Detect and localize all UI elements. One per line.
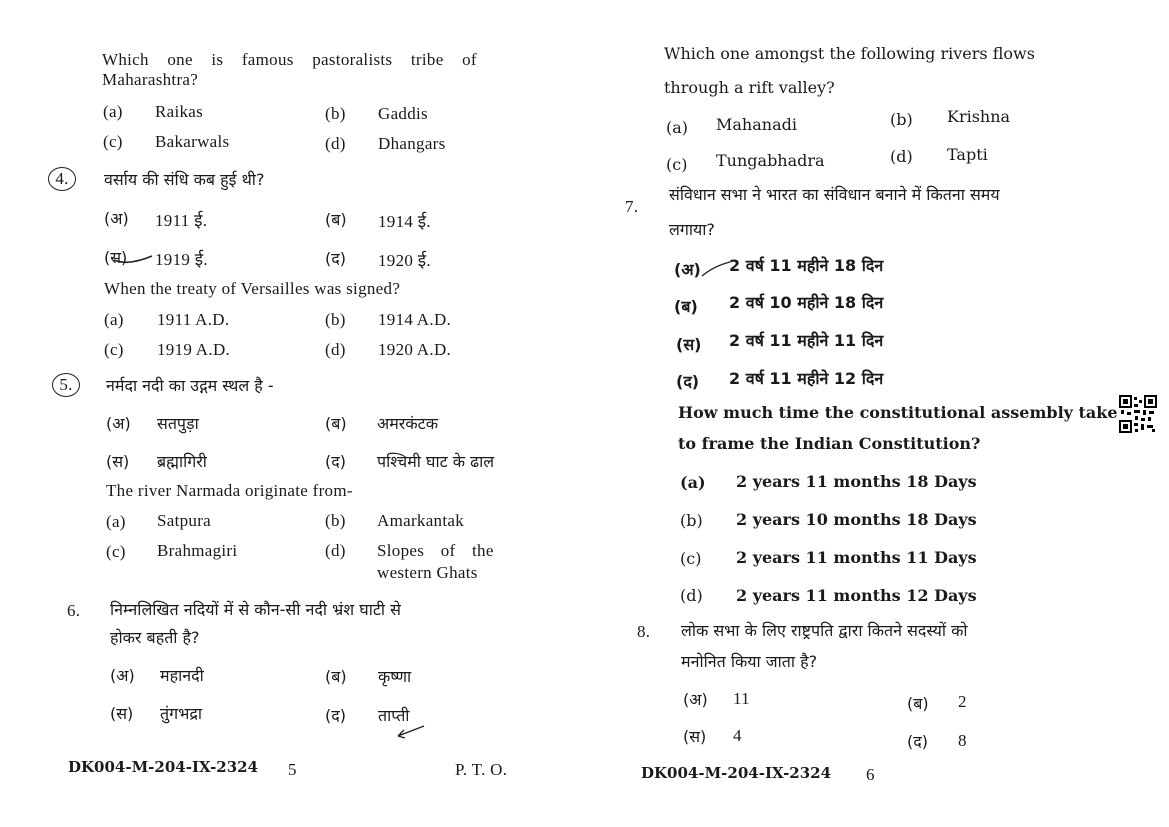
q4-hindi-question: वर्साय की संधि कब हुई थी? — [104, 170, 265, 189]
q5-english-question: The river Narmada originate from- — [106, 481, 353, 500]
q3-opt-a-marker: (a) — [103, 102, 123, 121]
q5-hindi-question: नर्मदा नदी का उद्गम स्थल है - — [106, 376, 274, 395]
q5-hi-opt-d: पश्चिमी घाट के ढाल — [377, 452, 495, 471]
q3-opt-b-marker: (b) — [325, 104, 346, 123]
q5-hi-opt-d-marker: (द) — [325, 452, 346, 471]
q6-hi-opt-d-marker: (द) — [325, 706, 346, 725]
q5-hi-opt-c: ब्रह्मागिरी — [157, 452, 207, 471]
q4-hi-opt-d-marker: (द) — [325, 249, 346, 268]
q7-en-opt-d-marker: (d) — [680, 586, 703, 605]
q6-en-opt-c: Tungabhadra — [716, 151, 825, 170]
q7-en-opt-c-marker: (c) — [680, 549, 702, 568]
q6-en-line1: Which one amongst the following rivers flows — [664, 44, 1035, 63]
q5-hi-opt-a: सतपुड़ा — [157, 414, 199, 433]
q6-hi-opt-c: तुंगभद्रा — [160, 704, 203, 723]
q4-hi-opt-c-marker: (स) — [104, 248, 128, 267]
q5-hi-opt-b-marker: (ब) — [325, 414, 347, 433]
pen-arrow-icon — [392, 722, 428, 742]
q8-opt-a: 11 — [733, 689, 750, 708]
q5-hi-opt-c-marker: (स) — [106, 452, 130, 471]
q4-en-opt-b: 1914 A.D. — [378, 310, 452, 329]
q6-en-opt-a: Mahanadi — [716, 115, 797, 134]
q5-en-opt-b-marker: (b) — [325, 511, 346, 530]
right-footer-code: DK004-M-204-IX-2324 — [641, 764, 832, 782]
q6-en-opt-c-marker: (c) — [666, 155, 688, 174]
q7-hi-opt-d: 2 वर्ष 11 महीने 12 दिन — [729, 369, 884, 388]
q3-opt-b: Gaddis — [378, 104, 428, 123]
q4-english-question: When the treaty of Versailles was signed? — [104, 279, 401, 298]
q7-hindi-question-line2: लगाया? — [669, 220, 715, 239]
q7-hi-opt-a-marker: (अ) — [674, 260, 701, 279]
q5-en-opt-c: Brahmagiri — [157, 541, 238, 560]
q5-hi-opt-a-marker: (अ) — [106, 414, 131, 433]
tick-mark-icon — [700, 258, 734, 280]
q4-hi-opt-b: 1914 ई. — [378, 212, 431, 231]
q7-en-opt-a-marker: (a) — [680, 473, 706, 492]
left-footer-pto: P. T. O. — [455, 760, 508, 779]
q4-number: 4. — [48, 167, 76, 191]
q7-hi-opt-c-marker: (स) — [676, 335, 702, 354]
q7-hi-opt-c: 2 वर्ष 11 महीने 11 दिन — [729, 331, 884, 350]
q3-opt-c: Bakarwals — [155, 132, 230, 151]
q7-en-opt-b-marker: (b) — [680, 511, 703, 530]
q7-number: 7. — [625, 197, 639, 216]
q7-hi-opt-b: 2 वर्ष 10 महीने 18 दिन — [729, 293, 884, 312]
q6-en-line2: through a rift valley? — [664, 78, 835, 97]
q8-opt-b-marker: (ब) — [907, 694, 929, 713]
q6-hi-opt-c-marker: (स) — [110, 704, 134, 723]
q5-en-opt-d-line2: western Ghats — [377, 563, 478, 582]
q7-en-line2: to frame the Indian Constitution? — [678, 434, 981, 453]
q6-hindi-question-line1: निम्नलिखित नदियों में से कौन-सी नदी भ्रंश घाटी से — [110, 600, 401, 619]
tick-mark-icon — [112, 252, 157, 268]
q6-en-opt-b: Krishna — [947, 107, 1011, 126]
q8-opt-b: 2 — [958, 692, 967, 711]
left-footer-page: 5 — [288, 760, 297, 779]
q6-en-opt-d-marker: (d) — [890, 147, 913, 166]
q5-en-opt-b: Amarkantak — [377, 511, 465, 530]
q6-en-opt-d: Tapti — [947, 145, 988, 164]
q8-opt-c: 4 — [733, 726, 742, 745]
q4-hi-opt-a: 1911 ई. — [155, 211, 208, 230]
q5-en-opt-d: Slopes of the — [377, 541, 494, 560]
q7-hi-opt-b-marker: (ब) — [674, 297, 698, 316]
qr-code-icon — [1119, 395, 1157, 433]
q7-hi-opt-d-marker: (द) — [676, 372, 700, 391]
q5-en-opt-c-marker: (c) — [106, 542, 126, 561]
q4-en-opt-a-marker: (a) — [104, 310, 124, 329]
q7-en-opt-a: 2 years 11 months 18 Days — [736, 472, 977, 491]
q3-opt-a: Raikas — [155, 102, 204, 121]
q4-en-opt-d: 1920 A.D. — [378, 340, 452, 359]
q3-opt-d-marker: (d) — [325, 134, 346, 153]
q6-hi-opt-a: महानदी — [160, 666, 204, 685]
q4-hi-opt-d: 1920 ई. — [378, 251, 431, 270]
q7-en-opt-d: 2 years 11 months 12 Days — [736, 586, 977, 605]
q6-hi-opt-b-marker: (ब) — [325, 667, 347, 686]
q5-number: 5. — [52, 373, 80, 397]
right-footer-page: 6 — [866, 765, 875, 784]
q6-en-opt-a-marker: (a) — [666, 118, 689, 137]
q3-opt-c-marker: (c) — [103, 132, 123, 151]
q4-hi-opt-a-marker: (अ) — [104, 209, 129, 228]
q5-en-opt-a: Satpura — [157, 511, 212, 530]
q4-en-opt-a: 1911 A.D. — [157, 310, 230, 329]
q5-en-opt-d-marker: (d) — [325, 541, 346, 560]
q4-en-opt-c: 1919 A.D. — [157, 340, 231, 359]
q8-opt-c-marker: (स) — [683, 727, 707, 746]
q4-hi-opt-b-marker: (ब) — [325, 210, 347, 229]
q8-number: 8. — [637, 622, 651, 641]
q6-hi-opt-d: ताप्ती — [378, 706, 410, 725]
q7-hindi-question-line1: संविधान सभा ने भारत का संविधान बनाने में कितना समय — [669, 185, 1000, 204]
left-footer-code: DK004-M-204-IX-2324 — [68, 758, 259, 776]
q8-opt-d-marker: (द) — [907, 732, 928, 751]
q8-hindi-question-line2: मनोनित किया जाता है? — [681, 652, 818, 671]
q4-en-opt-d-marker: (d) — [325, 340, 346, 359]
q7-en-opt-c: 2 years 11 months 11 Days — [736, 548, 977, 567]
q5-en-opt-a-marker: (a) — [106, 512, 126, 531]
q8-opt-a-marker: (अ) — [683, 690, 708, 709]
q6-en-opt-b-marker: (b) — [890, 110, 913, 129]
q3-en-line1: Which one is famous pastoralists tribe of — [102, 50, 477, 69]
q6-number: 6. — [67, 601, 81, 620]
q3-opt-d: Dhangars — [378, 134, 446, 153]
q4-en-opt-b-marker: (b) — [325, 310, 346, 329]
q7-hi-opt-a: 2 वर्ष 11 महीने 18 दिन — [729, 256, 884, 275]
q8-opt-d: 8 — [958, 731, 967, 750]
q6-hi-opt-a-marker: (अ) — [110, 666, 135, 685]
q3-en-line2: Maharashtra? — [102, 70, 199, 89]
q7-en-line1: How much time the constitutional assembly take — [678, 403, 1118, 422]
q7-en-opt-b: 2 years 10 months 18 Days — [736, 510, 977, 529]
q6-hindi-question-line2: होकर बहती है? — [110, 628, 200, 647]
q5-hi-opt-b: अमरकंटक — [377, 414, 438, 433]
q4-hi-opt-c: 1919 ई. — [155, 250, 208, 269]
q6-hi-opt-b: कृष्णा — [378, 667, 412, 686]
q4-en-opt-c-marker: (c) — [104, 340, 124, 359]
q8-hindi-question-line1: लोक सभा के लिए राष्ट्रपति द्वारा कितने सदस्यों को — [681, 621, 968, 640]
